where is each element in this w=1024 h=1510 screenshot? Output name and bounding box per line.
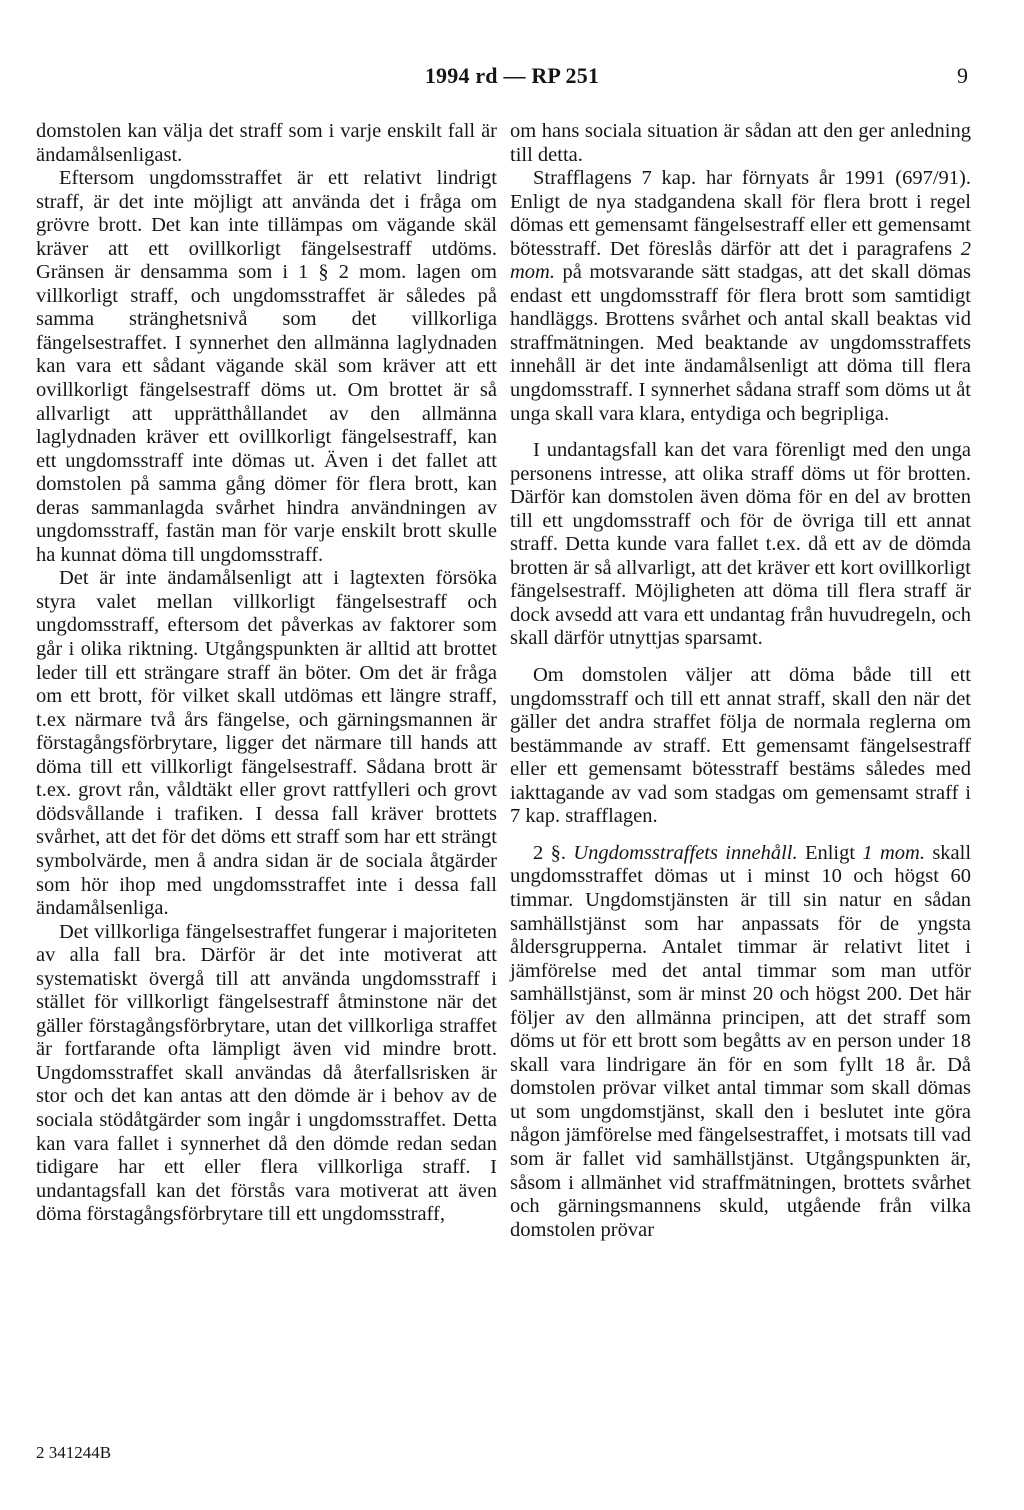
page-header <box>0 62 1024 96</box>
left-column <box>36 120 497 1227</box>
paragraph: Det villkorliga fängelsestraffet fungerar i majoriteten av alla fall bra. Därför är det inte motiverat att systematiskt övergå till att använda ungdomsstraff i stället för villkorligt fängelsestraff åtminstone när det gäller förstagångsförbrytare, utan det villkorliga straffet är fortfarande ofta lämpligt även vid mindre brott. Ungdomsstraffet skall användas då återfallsrisken är stor och det kan antas att den dömde är i behov av de sociala stödåtgärder som ingår i ungdomsstraffet. Detta kan vara fallet i synnerhet då den dömde redan sedan tidigare har ett eller flera villkorliga straff. I undantagsfall kan det förstås vara motiverat att även döma förstagångsförbrytare till ett ungdomsstraff, <box>36 920 497 1226</box>
footer-code: 2 341244B <box>36 1443 112 1462</box>
page-number: 9 <box>957 63 968 88</box>
paragraph-text: på motsvarande sätt stadgas, att det skall dömas endast ett ungdomsstraff för flera brott som samtidigt handläggs. Brottens svårhet och antal skall beaktas vid straffmätningen. Med beaktande av ungdomsstraffets innehåll är det inte ändamålsenligt att döma till flera ungdomsstraff. I synnerhet sådana straff som döms ut åt unga skall vara klara, entydiga och begripliga. <box>510 261 972 425</box>
paragraph-text: Strafflagens 7 kap. har förnyats år 1991 (697/91). Enligt de nya stadgandena skall för flera brott i regel dömas ett gemensamt fängelsestraff eller ett gemensamt bötesstraff. Det föreslås därför att det i paragrafens <box>510 167 971 260</box>
section-heading: Ungdomsstraffets innehåll. <box>573 841 798 864</box>
paragraph: domstolen kan välja det straff som i varje enskilt fall är ändamålsenligast. <box>36 120 497 166</box>
italic-reference: 1 mom. <box>862 841 925 864</box>
paragraph: Det är inte ändamålsenligt att i lagtexten försöka styra valet mellan villkorligt fängelsestraff och ungdomsstraff, eftersom det påverkas av faktorer som går i olika riktning. Utgångspunkten är alltid att brottet leder till ett strängare straff än böter. Om det är fråga om ett brott, för vilket skall utdömas ett längre straff, t.ex närmare två års fängelse, och gärningsmannen är förstagångsförbrytare, ligger det närmare till hands att döma till ett villkorligt fängelsestraff. Sådana brott är t.ex. grovt rån, våldtäkt eller grovt rattfylleri och grovt dödsvållande i trafiken. I dessa fall kräver brottets svårhet, att det för det döms ett straff som har ett strängt symbolvärde, men å andra sidan är de sociala åtgärder som hör ihop med ungdomsstraffet inte i dessa fall ändamålsenliga. <box>36 567 497 920</box>
section-paragraph <box>510 842 971 1242</box>
paragraph: om hans sociala situation är sådan att den ger anledning till detta. <box>510 120 971 166</box>
paragraph <box>510 167 971 426</box>
paragraph: Eftersom ungdomsstraffet är ett relativt lindrigt straff, är det inte möjligt att använda det i fråga om grövre brott. Det kan inte tillämpas om vägande skäl kräver att ett ovillkorligt fängelsestraff utdöms. Gränsen är densamma som i 1 § 2 mom. lagen om villkorligt straff, och ungdomsstraffet är således på samma stränghetsnivå som det villkorliga fängelsestraffet. I synnerhet den allmänna laglydnaden kan vara ett sådant vägande skäl som kräver att ett ovillkorligt fängelsestraff döms ut. Om brottet är så allvarligt att upprätthållandet av den allmänna laglydnaden kräver ett ovillkorligt fängelsestraff, kan ett ungdomsstraff inte dömas ut. Även i det fallet att domstolen på samma gång dömer för flera brott, kan deras sammanlagda svårhet hindra användningen av ungdomsstraff, fastän man för varje enskilt brott skulle ha kunnat döma till ungdomsstraff. <box>36 167 497 566</box>
paragraph: I undantagsfall kan det vara förenligt med den unga personens intresse, att olika straff döms ut för brotten. Därför kan domstolen även döma för en del av brotten till ett ungdomsstraff och för de övriga till ett annat straff. Detta kunde vara fallet t.ex. då ett av de dömda brotten är så allvarligt, att det kräver ett kort ovillkorligt fängelsestraff. Möjligheten att döma till flera straff är dock avsedd att vara ett undantag från huvudregeln, och skall därför utnyttjas sparsamt. <box>510 439 971 650</box>
italic-reference: 2 mom. <box>510 237 972 284</box>
paragraph: Om domstolen väljer att döma både till ett ungdomsstraff och till ett annat straff, skall den när det gäller det andra straffet följa de normala reglerna om bestämmande av straff. Ett gemensamt fängelsestraff eller ett gemensamt bötesstraff bestäms således med iakttagande av vad som stadgas om gemensamt straff i 7 kap. strafflagen. <box>510 664 971 828</box>
document-title: 1994 rd — RP 251 <box>424 63 600 88</box>
paragraph-text: Enligt <box>804 841 856 864</box>
right-column <box>510 120 971 1242</box>
section-number: 2 §. <box>533 841 566 864</box>
paragraph-text: skall ungdomsstraffet dömas ut i minst 10 och högst 60 timmar. Ungdomstjänsten är till sin natur en sådan samhällstjänst som har anpassats för de yngsta åldersgrupperna. Antalet timmar är relativt litet i jämförelse med det antal timmar som man utför samhällstjänst, som är minst 20 och högst 200. Det här följer av den allmänna principen, att det straff som döms ut för ett brott som begåtts av en person under 18 skall vara lindrigare än för en som fyllt 18 år. Då domstolen prövar vilket antal timmar som skall dömas ut som ungdomstjänst, skall den i beslutet inte göra någon jämförelse med fängelsestraffet, i motsats till vad som är fallet vid samhällstjänst. Utgångspunkten är, såsom i allmänhet vid straffmätningen, brottets svårhet och gärningsmannens skuld, utgående från vilka domstolen prövar <box>510 841 972 1241</box>
